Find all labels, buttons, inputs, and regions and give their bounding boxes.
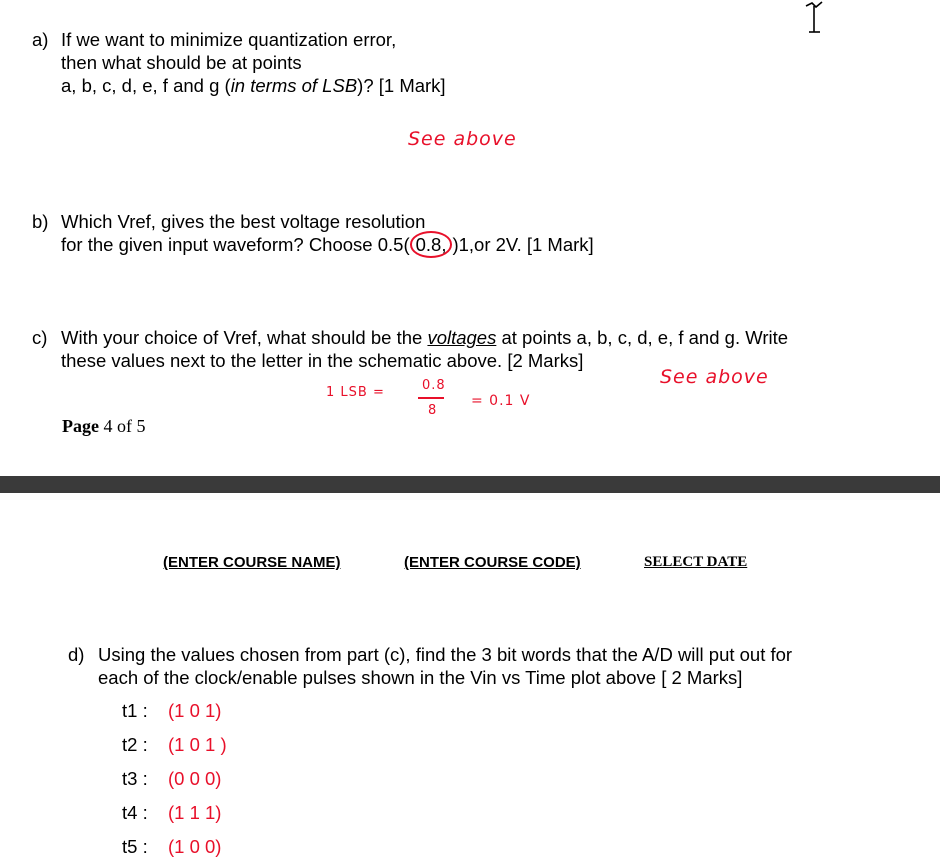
part-b [32,210,594,256]
handwritten-mark [800,0,830,40]
part-c-label: c) [32,327,48,348]
part-a-line3: a, b, c, d, e, f and g (in terms of LSB)? [1 Mark] [61,75,446,96]
underlined-voltages: voltages [427,327,497,348]
part-a-line2: then what should be at points [61,52,302,73]
fraction-bar [418,397,444,399]
page-number: Page 4 of 5 [62,416,146,436]
page-divider [0,476,940,493]
part-a-label: a) [32,29,49,50]
part-b-label: b) [32,211,49,232]
answer-row: t5 : (1 0 0) [122,836,222,857]
part-d [68,643,792,689]
answer-row: t1 : (1 0 1) [122,700,222,721]
calc-rhs: = 0.1 V [471,393,531,409]
part-d-label: d) [68,644,85,665]
calc-numerator: 0.8 [422,378,446,393]
part-a-handwritten: See above [408,128,517,150]
answer-row: t4 : (1 1 1) [122,802,222,823]
part-a [32,28,446,97]
part-b-line1: Which Vref, gives the best voltage resolution [61,211,426,232]
part-d-line2: each of the clock/enable pulses shown in the Vin vs Time plot above [ 2 Marks] [98,667,743,688]
calc-denominator: 8 [428,403,438,418]
part-b-line2: for the given input waveform? Choose 0.5( 0.8, )1,or 2V. [1 Mark] [32,233,594,256]
circled-answer: 0.8, [410,231,453,258]
course-code: (ENTER COURSE CODE) [404,554,581,571]
calc-lhs: 1 LSB = [326,385,385,400]
select-date: SELECT DATE [644,554,748,570]
part-c-line2: these values next to the letter in the schematic above. [2 Marks] [61,350,584,371]
part-d-line1: Using the values chosen from part (c), find the 3 bit words that the A/D will put out for [98,644,793,665]
answer-row: t3 : (0 0 0) [122,768,222,789]
part-c-handwritten: See above [660,366,769,388]
answer-row: t2 : (1 0 1 ) [122,734,227,755]
course-name: (ENTER COURSE NAME) [163,554,341,571]
part-c: c) With your choice of Vref, what should be the voltages at points a, b, c, d, e, f and g. Write these values next to the letter in the schematic above. [2 Marks] [32,327,789,371]
part-a-line1: If we want to minimize quantization error, [61,29,397,50]
